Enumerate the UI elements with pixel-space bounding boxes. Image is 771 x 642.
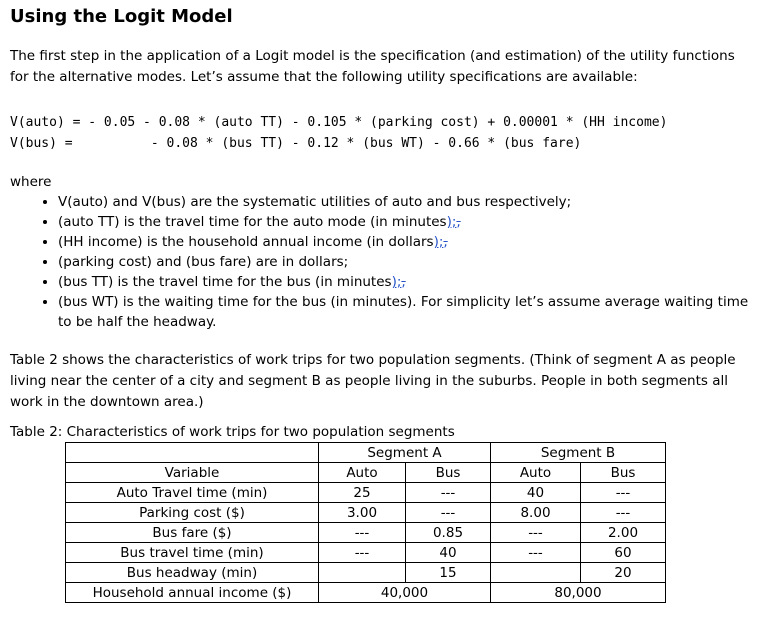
- bullet-text: V(auto) and V(bus) are the systematic utilities of auto and bus respectively;: [58, 194, 572, 210]
- column-header-bus-b: Bus: [581, 463, 666, 483]
- table-cell: [319, 563, 406, 583]
- table-cell: ---: [491, 543, 581, 563]
- table-cell: ---: [319, 543, 406, 563]
- table-row: [66, 563, 666, 583]
- table-row-income: [66, 583, 666, 603]
- tracked-insertion: );: [391, 274, 402, 290]
- list-item: [58, 212, 750, 232]
- tracked-deletion: ,: [456, 214, 461, 230]
- corner-cell: [66, 443, 319, 463]
- bullet-text: (bus WT) is the waiting time for the bus (in minutes). For simplicity let’s assume average waiting time to be half the headway.: [58, 294, 749, 330]
- table-cell: 8.00: [491, 503, 581, 523]
- table-header-group-row: [66, 443, 666, 463]
- table-cell: 40: [491, 483, 581, 503]
- bullet-text: (HH income) is the household annual income (in dollars: [58, 234, 434, 250]
- list-item: [58, 252, 750, 272]
- table-caption: Table 2: Characteristics of work trips for two population segments: [10, 424, 455, 440]
- income-segment-b: 80,000: [491, 583, 666, 603]
- table-cell: ---: [581, 503, 666, 523]
- where-label: where: [10, 174, 52, 190]
- row-label: Bus fare ($): [66, 523, 319, 543]
- row-label: Auto Travel time (min): [66, 483, 319, 503]
- table-cell: 15: [406, 563, 491, 583]
- row-label: Household annual income ($): [66, 583, 319, 603]
- column-header-auto-a: Auto: [319, 463, 406, 483]
- table-cell: 25: [319, 483, 406, 503]
- row-label: Bus travel time (min): [66, 543, 319, 563]
- table-cell: ---: [406, 503, 491, 523]
- table-row: [66, 523, 666, 543]
- definitions-list: [10, 192, 750, 332]
- row-label: Bus headway (min): [66, 563, 319, 583]
- table-cell: ---: [491, 523, 581, 543]
- row-label: Parking cost ($): [66, 503, 319, 523]
- table-cell: ---: [581, 483, 666, 503]
- table-cell: 20: [581, 563, 666, 583]
- table-row: [66, 483, 666, 503]
- table-cell: 40: [406, 543, 491, 563]
- tracked-insertion: );: [446, 214, 457, 230]
- table-header-row: [66, 463, 666, 483]
- equation-v-bus: V(bus) = - 0.08 * (bus TT) - 0.12 * (bus WT) - 0.66 * (bus fare): [10, 136, 582, 151]
- segment-a-header: Segment A: [319, 443, 491, 463]
- list-item: [58, 192, 750, 212]
- table-row: [66, 543, 666, 563]
- utility-equations: [10, 112, 757, 154]
- segments-paragraph: Table 2 shows the characteristics of work trips for two population segments. (Think of segment A as people living near the center of a city and segment B as people living in the suburbs. People in both segments all work in the downtown area.): [10, 352, 736, 410]
- list-item: [58, 232, 750, 252]
- table-cell: [491, 563, 581, 583]
- list-item: [58, 292, 750, 332]
- work-trips-table: [65, 442, 666, 603]
- intro-paragraph: The first step in the application of a Logit model is the specification (and estimation) of the utility functions for the alternative modes. Let’s assume that the following utility specifications are available:: [10, 48, 735, 85]
- tracked-insertion: );: [433, 234, 444, 250]
- column-header-bus-a: Bus: [406, 463, 491, 483]
- equation-v-auto: V(auto) = - 0.05 - 0.08 * (auto TT) - 0.105 * (parking cost) + 0.00001 * (HH income): [10, 115, 668, 130]
- table-row: [66, 503, 666, 523]
- bullet-text: (parking cost) and (bus fare) are in dollars;: [58, 254, 349, 270]
- column-header-auto-b: Auto: [491, 463, 581, 483]
- bullet-text: (bus TT) is the travel time for the bus (in minutes: [58, 274, 392, 290]
- segment-b-header: Segment B: [491, 443, 666, 463]
- table-cell: ---: [319, 523, 406, 543]
- tracked-deletion: ,: [401, 274, 406, 290]
- income-segment-a: 40,000: [319, 583, 491, 603]
- table-cell: 2.00: [581, 523, 666, 543]
- table-cell: 60: [581, 543, 666, 563]
- list-item: [58, 272, 750, 292]
- tracked-deletion: ,: [443, 234, 448, 250]
- table-cell: 3.00: [319, 503, 406, 523]
- table-cell: 0.85: [406, 523, 491, 543]
- table-cell: ---: [406, 483, 491, 503]
- page-title: Using the Logit Model: [10, 6, 233, 27]
- bullet-text: (auto TT) is the travel time for the auto mode (in minutes: [58, 214, 447, 230]
- column-header-variable: Variable: [66, 463, 319, 483]
